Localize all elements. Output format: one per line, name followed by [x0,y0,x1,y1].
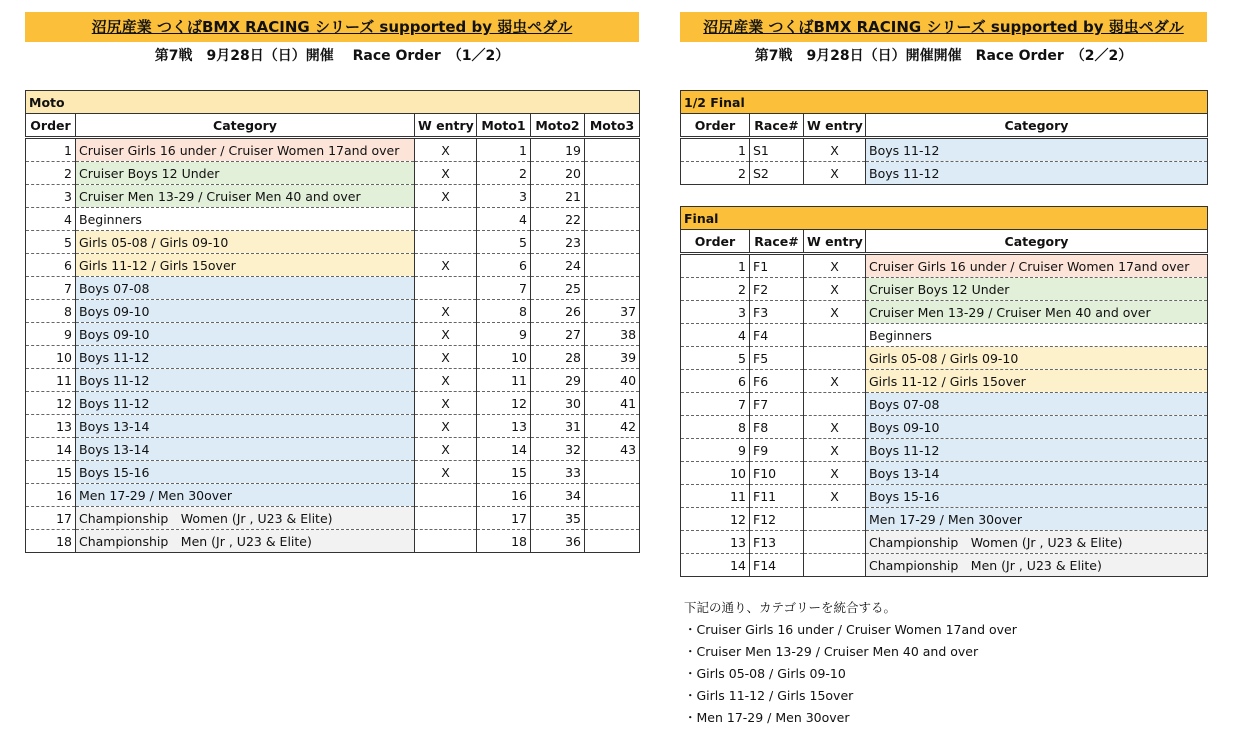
table-row [26,185,640,208]
category-cell: Boys 09-10 [866,416,1208,439]
order-cell: 9 [681,439,750,462]
moto2-cell: 25 [531,277,585,300]
order-cell: 8 [681,416,750,439]
order-cell: 8 [26,300,76,323]
moto1-cell: 12 [477,392,531,415]
moto2-cell: 27 [531,323,585,346]
w-entry-cell [804,508,866,531]
col-category: Category [76,114,415,138]
w-entry-cell: X [415,461,477,484]
moto1-cell: 5 [477,231,531,254]
category-cell: Cruiser Girls 16 under / Cruiser Women 17and over [866,254,1208,278]
notes-item: ・Cruiser Girls 16 under / Cruiser Women 17and over [684,622,1017,637]
table-row [681,485,1208,508]
moto2-cell: 36 [531,530,585,553]
moto2-cell: 32 [531,438,585,461]
right-subtitle: 第7戦 9月28日（日）開催開催 Race Order （2／2） [754,48,1133,64]
table-row [26,392,640,415]
order-cell: 3 [26,185,76,208]
race-number-cell: F12 [750,508,804,531]
moto1-cell: 18 [477,530,531,553]
category-cell: Boys 07-08 [866,393,1208,416]
table-row [26,300,640,323]
moto1-cell: 3 [477,185,531,208]
w-entry-cell: X [415,300,477,323]
table-row [681,347,1208,370]
table-row [681,531,1208,554]
semi-column-headers [681,114,1208,138]
w-entry-cell: X [415,415,477,438]
category-cell: Men 17-29 / Men 30over [866,508,1208,531]
order-cell: 14 [26,438,76,461]
table-row [681,301,1208,324]
category-cell: Girls 05-08 / Girls 09-10 [76,231,415,254]
category-cell: Boys 15-16 [76,461,415,484]
moto1-cell: 14 [477,438,531,461]
w-entry-cell: X [415,323,477,346]
w-entry-cell: X [415,392,477,415]
category-cell: Cruiser Men 13-29 / Cruiser Men 40 and over [76,185,415,208]
notes-item: ・Girls 11-12 / Girls 15over [684,688,854,703]
table-row [26,208,640,231]
col-w-entry: W entry [804,230,866,254]
category-cell: Cruiser Boys 12 Under [76,162,415,185]
moto1-cell: 4 [477,208,531,231]
moto3-cell [585,484,640,507]
order-cell: 6 [26,254,76,277]
moto1-cell: 11 [477,369,531,392]
moto3-cell [585,138,640,162]
table-row [681,324,1208,347]
order-cell: 4 [26,208,76,231]
order-cell: 3 [681,301,750,324]
order-cell: 2 [681,278,750,301]
moto3-cell [585,277,640,300]
col-moto1: Moto1 [477,114,531,138]
moto3-cell [585,461,640,484]
moto3-cell [585,231,640,254]
final-section-title: Final [681,207,1208,230]
table-row [681,508,1208,531]
order-cell: 13 [26,415,76,438]
w-entry-cell: X [804,462,866,485]
category-cell: Cruiser Boys 12 Under [866,278,1208,301]
order-cell: 13 [681,531,750,554]
table-row [26,507,640,530]
moto1-cell: 9 [477,323,531,346]
w-entry-cell [804,393,866,416]
notes-item: ・Girls 05-08 / Girls 09-10 [684,666,846,681]
moto3-cell [585,162,640,185]
w-entry-cell [415,507,477,530]
order-cell: 5 [681,347,750,370]
moto-section-header [26,91,640,114]
w-entry-cell: X [804,278,866,301]
category-cell: Championship Women (Jr , U23 & Elite) [866,531,1208,554]
order-cell: 6 [681,370,750,393]
w-entry-cell: X [415,369,477,392]
col-race: Race# [750,114,804,138]
w-entry-cell: X [804,370,866,393]
category-cell: Cruiser Men 13-29 / Cruiser Men 40 and over [866,301,1208,324]
race-number-cell: F10 [750,462,804,485]
category-cell: Championship Men (Jr , U23 & Elite) [866,554,1208,577]
moto2-cell: 29 [531,369,585,392]
moto3-cell [585,254,640,277]
table-row [681,462,1208,485]
w-entry-cell: X [415,162,477,185]
race-number-cell: F2 [750,278,804,301]
order-cell: 10 [26,346,76,369]
order-cell: 17 [26,507,76,530]
race-number-cell: S1 [750,138,804,162]
order-cell: 18 [26,530,76,553]
table-row [26,138,640,162]
moto1-cell: 8 [477,300,531,323]
w-entry-cell: X [804,301,866,324]
race-number-cell: F3 [750,301,804,324]
w-entry-cell: X [415,138,477,162]
category-cell: Boys 13-14 [76,438,415,461]
table-row [26,461,640,484]
order-cell: 2 [26,162,76,185]
race-number-cell: F1 [750,254,804,278]
category-cell: Boys 09-10 [76,323,415,346]
moto2-cell: 23 [531,231,585,254]
race-number-cell: F11 [750,485,804,508]
notes-heading: 下記の通り、カテゴリーを統合する。 [684,600,897,615]
table-row [26,346,640,369]
moto2-cell: 19 [531,138,585,162]
category-cell: Beginners [866,324,1208,347]
race-number-cell: S2 [750,162,804,185]
table-row [26,323,640,346]
moto1-cell: 15 [477,461,531,484]
table-row [26,415,640,438]
table-row [681,393,1208,416]
notes-item: ・Men 17-29 / Men 30over [684,710,850,725]
moto-section-title: Moto [26,91,640,114]
w-entry-cell: X [415,254,477,277]
w-entry-cell: X [804,254,866,278]
moto3-cell: 43 [585,438,640,461]
moto3-cell: 40 [585,369,640,392]
order-cell: 10 [681,462,750,485]
order-cell: 7 [681,393,750,416]
order-cell: 9 [26,323,76,346]
col-moto2: Moto2 [531,114,585,138]
category-cell: Boys 13-14 [866,462,1208,485]
w-entry-cell [804,531,866,554]
category-cell: Boys 11-12 [76,346,415,369]
category-cell: Boys 11-12 [866,162,1208,185]
moto1-cell: 17 [477,507,531,530]
w-entry-cell: X [804,416,866,439]
order-cell: 12 [681,508,750,531]
w-entry-cell [415,277,477,300]
order-cell: 2 [681,162,750,185]
table-row [26,369,640,392]
moto1-cell: 7 [477,277,531,300]
col-category: Category [866,230,1208,254]
race-number-cell: F6 [750,370,804,393]
w-entry-cell: X [415,438,477,461]
moto3-cell [585,208,640,231]
order-cell: 5 [26,231,76,254]
right-banner: 沼尻産業 つくばBMX RACING シリーズ supported by 弱虫ペダル [680,12,1207,42]
left-subtitle: 第7戦 9月28日（日）開催 Race Order （1／2） [154,48,510,64]
table-row [681,370,1208,393]
w-entry-cell: X [804,162,866,185]
semi-final-table [680,90,1208,185]
table-row [26,254,640,277]
final-table [680,206,1208,577]
race-number-cell: F9 [750,439,804,462]
moto2-cell: 21 [531,185,585,208]
moto2-cell: 24 [531,254,585,277]
moto1-cell: 16 [477,484,531,507]
order-cell: 16 [26,484,76,507]
order-cell: 12 [26,392,76,415]
category-cell: Boys 13-14 [76,415,415,438]
table-row [681,162,1208,185]
moto1-cell: 1 [477,138,531,162]
notes-item: ・Cruiser Men 13-29 / Cruiser Men 40 and over [684,644,979,659]
moto3-cell: 38 [585,323,640,346]
w-entry-cell [804,324,866,347]
col-moto3: Moto3 [585,114,640,138]
race-number-cell: F8 [750,416,804,439]
col-w-entry: W entry [415,114,477,138]
w-entry-cell [415,208,477,231]
category-cell: Boys 11-12 [866,138,1208,162]
table-row [681,254,1208,278]
order-cell: 11 [681,485,750,508]
order-cell: 1 [681,138,750,162]
table-row [26,162,640,185]
table-row [681,138,1208,162]
order-cell: 15 [26,461,76,484]
moto1-cell: 6 [477,254,531,277]
col-category: Category [866,114,1208,138]
category-cell: Girls 11-12 / Girls 15over [76,254,415,277]
order-cell: 4 [681,324,750,347]
moto3-cell [585,507,640,530]
moto2-cell: 31 [531,415,585,438]
col-order: Order [681,114,750,138]
category-cell: Boys 09-10 [76,300,415,323]
order-cell: 14 [681,554,750,577]
moto2-cell: 34 [531,484,585,507]
moto2-cell: 35 [531,507,585,530]
moto3-cell: 42 [585,415,640,438]
table-row [681,278,1208,301]
category-cell: Boys 11-12 [866,439,1208,462]
left-banner: 沼尻産業 つくばBMX RACING シリーズ supported by 弱虫ペダル [25,12,639,42]
semi-section-header [681,91,1208,114]
moto1-cell: 10 [477,346,531,369]
moto-table [25,90,640,553]
moto2-cell: 22 [531,208,585,231]
category-cell: Men 17-29 / Men 30over [76,484,415,507]
w-entry-cell: X [415,346,477,369]
table-row [26,530,640,553]
moto3-cell: 39 [585,346,640,369]
moto2-cell: 26 [531,300,585,323]
final-column-headers [681,230,1208,254]
col-race: Race# [750,230,804,254]
merge-notes [684,597,1017,729]
category-cell: Championship Men (Jr , U23 & Elite) [76,530,415,553]
table-row [681,439,1208,462]
moto3-cell: 37 [585,300,640,323]
table-row [681,416,1208,439]
category-cell: Boys 11-12 [76,392,415,415]
category-cell: Girls 05-08 / Girls 09-10 [866,347,1208,370]
w-entry-cell [415,484,477,507]
moto2-cell: 28 [531,346,585,369]
col-order: Order [26,114,76,138]
table-row [26,484,640,507]
w-entry-cell [804,347,866,370]
category-cell: Boys 11-12 [76,369,415,392]
moto3-cell [585,530,640,553]
moto3-cell [585,185,640,208]
race-number-cell: F7 [750,393,804,416]
w-entry-cell: X [804,439,866,462]
category-cell: Cruiser Girls 16 under / Cruiser Women 17and over [76,138,415,162]
table-row [26,231,640,254]
moto2-cell: 30 [531,392,585,415]
col-w-entry: W entry [804,114,866,138]
moto1-cell: 13 [477,415,531,438]
order-cell: 1 [681,254,750,278]
race-number-cell: F14 [750,554,804,577]
w-entry-cell: X [804,138,866,162]
moto-column-headers [26,114,640,138]
moto2-cell: 33 [531,461,585,484]
category-cell: Boys 15-16 [866,485,1208,508]
col-order: Order [681,230,750,254]
table-row [26,277,640,300]
race-number-cell: F4 [750,324,804,347]
moto2-cell: 20 [531,162,585,185]
moto3-cell: 41 [585,392,640,415]
order-cell: 11 [26,369,76,392]
category-cell: Championship Women (Jr , U23 & Elite) [76,507,415,530]
race-number-cell: F5 [750,347,804,370]
semi-section-title: 1/2 Final [681,91,1208,114]
category-cell: Beginners [76,208,415,231]
race-number-cell: F13 [750,531,804,554]
w-entry-cell [415,530,477,553]
category-cell: Girls 11-12 / Girls 15over [866,370,1208,393]
table-row [26,438,640,461]
moto1-cell: 2 [477,162,531,185]
w-entry-cell [415,231,477,254]
final-section-header [681,207,1208,230]
order-cell: 7 [26,277,76,300]
category-cell: Boys 07-08 [76,277,415,300]
w-entry-cell: X [415,185,477,208]
w-entry-cell: X [804,485,866,508]
order-cell: 1 [26,138,76,162]
w-entry-cell [804,554,866,577]
table-row [681,554,1208,577]
